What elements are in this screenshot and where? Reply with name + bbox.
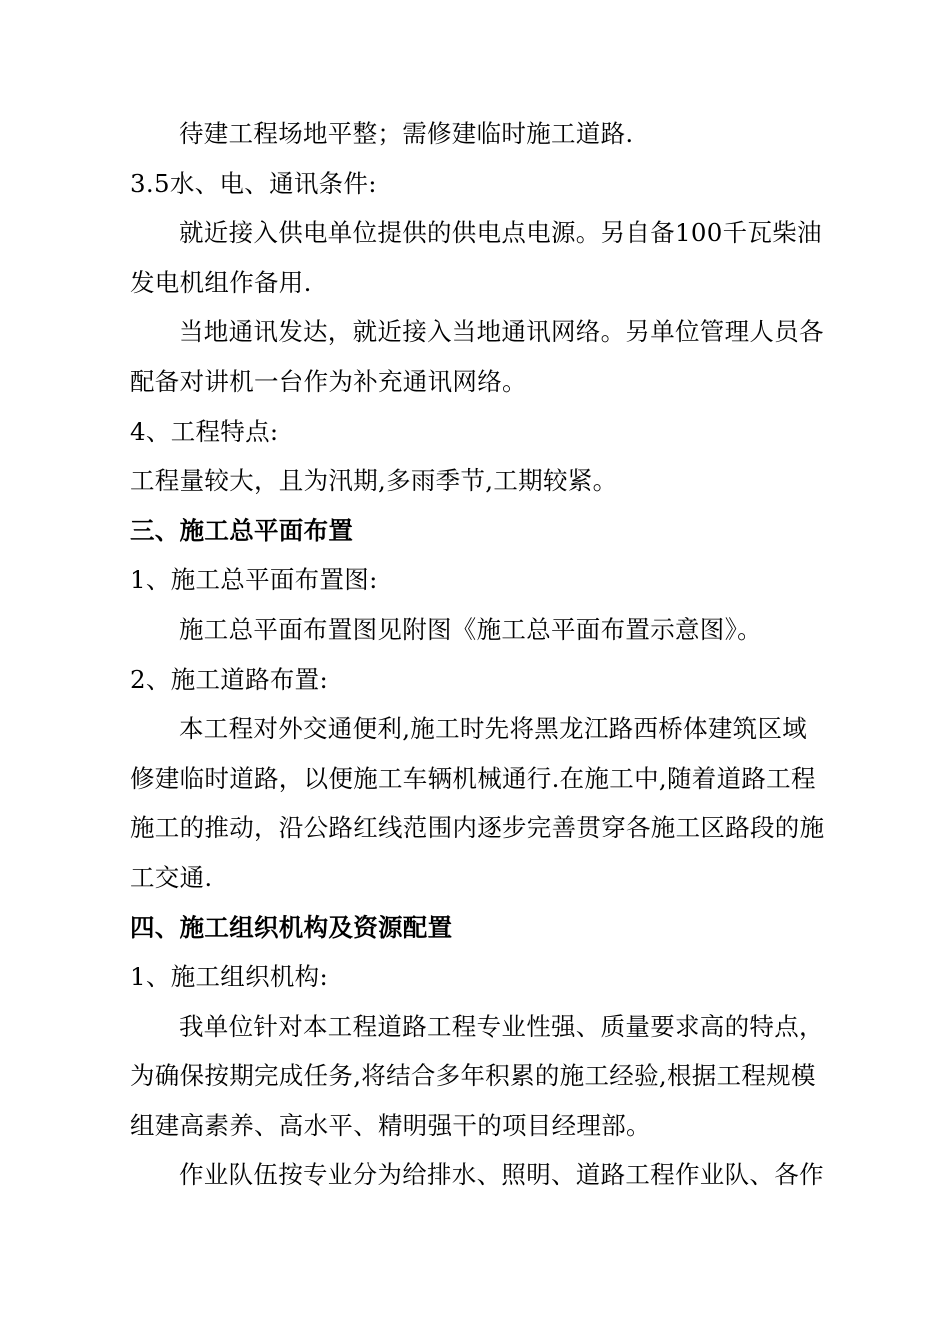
paragraph-line: 组建高素养、高水平、精明强干的项目经理部。 [130,1110,651,1140]
paragraph-line: 为确保按期完成任务,将结合多年积累的施工经验,根据工程规模 [130,1061,816,1091]
paragraph-line: 我单位针对本工程道路工程专业性强、质量要求高的特点， [179,1011,824,1041]
paragraph-line: 本工程对外交通便利,施工时先将黑龙江路西桥体建筑区域 [179,714,808,744]
section-heading: 三、施工总平面布置 [130,515,354,545]
paragraph-line: 施工总平面布置图见附图《施工总平面布置示意图》。 [179,614,762,644]
document-body [130,109,842,1200]
section-subheading: 1、施工组织机构: [130,962,329,992]
section-subheading: 4、工程特点: [130,416,279,446]
section-heading: 四、施工组织机构及资源配置 [130,912,453,942]
section-subheading: 2、施工道路布置: [130,664,329,694]
paragraph-line: 配备对讲机一台作为补充通讯网络。 [130,366,527,396]
paragraph-line: 施工的推动，沿公路红线范围内逐步完善贯穿各施工区路段的施 [130,813,825,843]
paragraph-line: 待建工程场地平整；需修建临时施工道路. [179,119,634,148]
paragraph-line: 就近接入供电单位提供的供电点电源。另自备100千瓦柴油 [179,218,822,248]
paragraph-line: 作业队伍按专业分为给排水、照明、道路工程作业队、各作 [179,1160,824,1190]
paragraph-line: 修建临时道路，以便施工车辆机械通行.在施工中,随着道路工程 [130,763,816,793]
paragraph-line: 工程量较大，且为汛期,多雨季节,工期较紧。 [130,466,618,496]
section-subheading: 3.5水、电、通讯条件: [130,168,377,198]
paragraph-line: 当地通讯发达，就近接入当地通讯网络。另单位管理人员各 [179,317,824,347]
paragraph-line: 发电机组作备用. [130,267,312,297]
paragraph-line: 工交通. [130,862,213,892]
section-subheading: 1、施工总平面布置图: [130,565,378,595]
